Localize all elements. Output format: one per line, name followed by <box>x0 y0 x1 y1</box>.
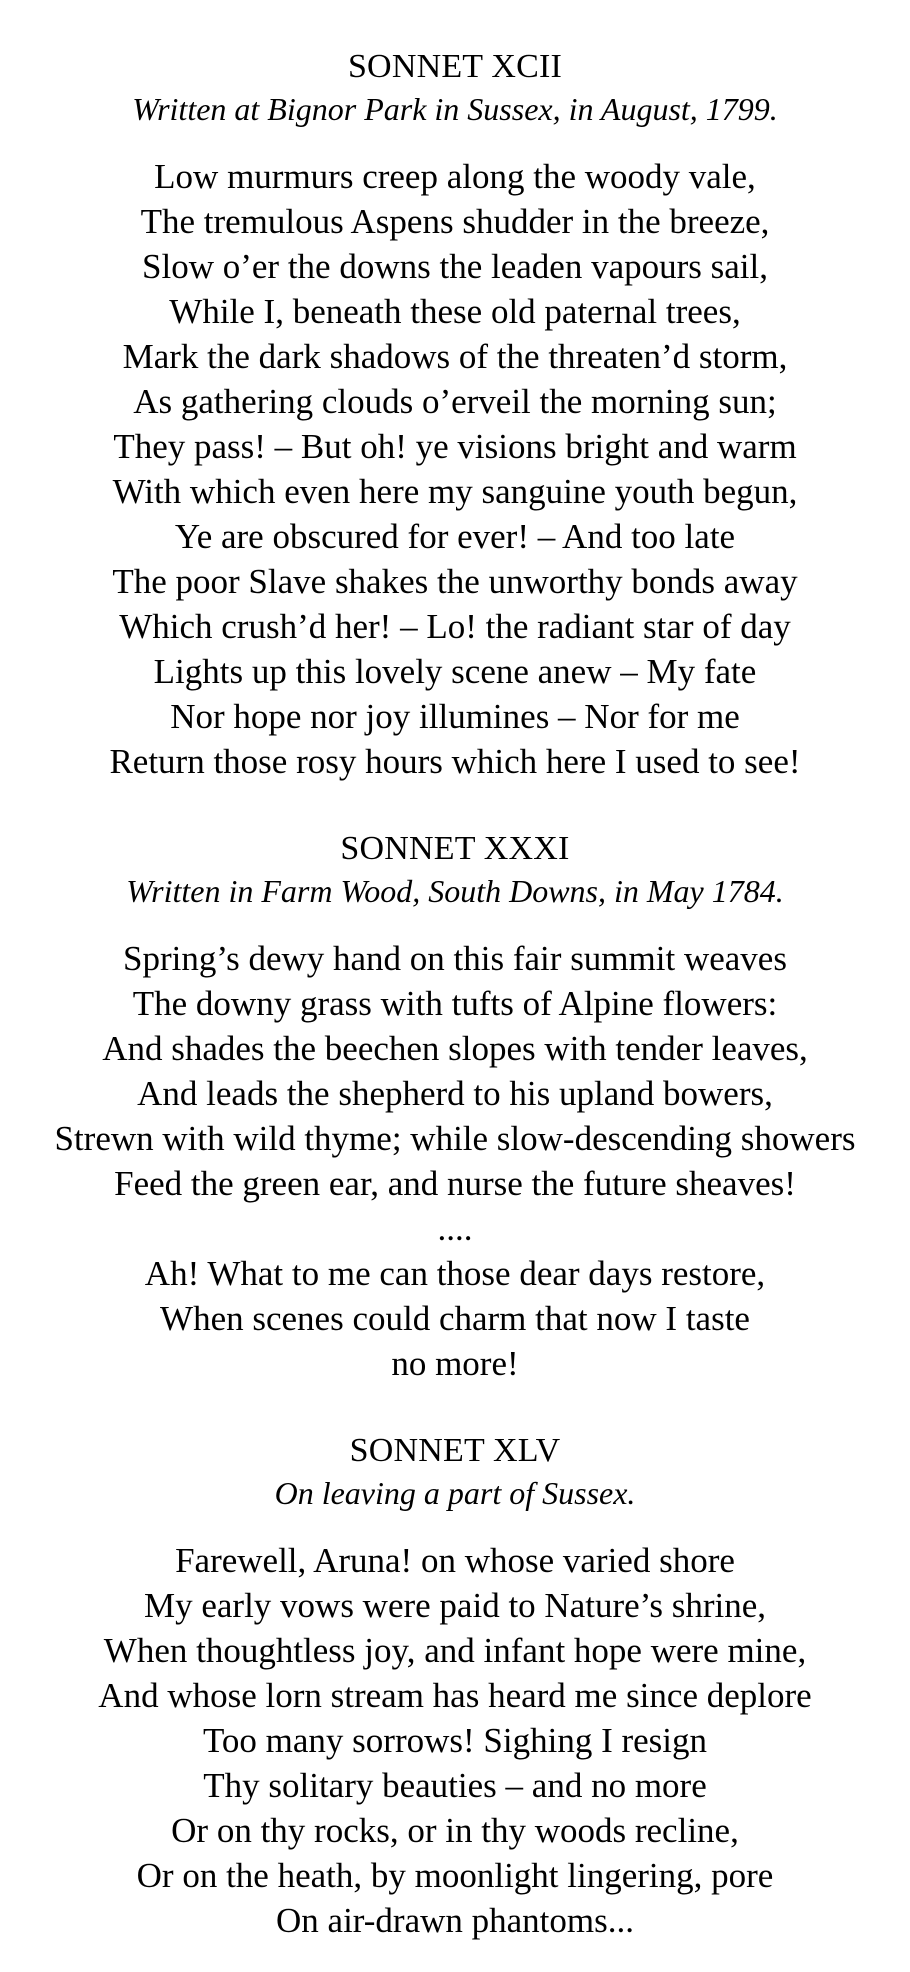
verse-line: And whose lorn stream has heard me since deplore <box>98 1676 812 1715</box>
verse-line: They pass! – But oh! ye visions bright and warm <box>113 427 797 466</box>
verse-line: Slow o’er the downs the leaden vapours sail, <box>142 247 768 286</box>
ellipsis-separator: .... <box>437 1209 473 1248</box>
verse-line: My early vows were paid to Nature’s shrine, <box>143 1586 767 1625</box>
verse-line: Spring’s dewy hand on this fair summit weaves <box>123 939 787 978</box>
verse-line: Too many sorrows! Sighing I resign <box>202 1721 708 1760</box>
verse-line: Thy solitary beauties – and no more <box>203 1766 707 1805</box>
verse-line: While I, beneath these old paternal trees, <box>169 292 741 331</box>
verse-line: And shades the beechen slopes with tender leaves, <box>102 1029 808 1068</box>
sonnet-body <box>0 1538 910 1943</box>
verse-line: Nor hope nor joy illumines – Nor for me <box>170 697 740 736</box>
verse-line: When thoughtless joy, and infant hope were mine, <box>103 1631 807 1670</box>
sonnet-xlv <box>0 1430 910 1943</box>
verse-line: no more! <box>391 1344 519 1383</box>
sonnet-title: SONNET XLV <box>349 1432 561 1469</box>
verse-line: Or on thy rocks, or in thy woods recline, <box>171 1811 739 1850</box>
verse-line: Return those rosy hours which here I used to see! <box>109 742 801 781</box>
sonnet-body <box>0 936 910 1386</box>
verse-line: And leads the shepherd to his upland bowers, <box>137 1074 773 1113</box>
verse-line: Ye are obscured for ever! – And too late <box>174 517 736 556</box>
verse-line: Or on the heath, by moonlight lingering, pore <box>136 1856 774 1895</box>
verse-line: Farewell, Aruna! on whose varied shore <box>175 1541 735 1580</box>
sonnet-subtitle: On leaving a part of Sussex. <box>274 1475 636 1511</box>
verse-line: Which crush’d her! – Lo! the radiant star of day <box>119 607 791 646</box>
verse-line: The downy grass with tufts of Alpine flowers: <box>132 984 778 1023</box>
verse-line: The tremulous Aspens shudder in the breeze, <box>140 202 770 241</box>
sonnet-body <box>0 154 910 784</box>
verse-line: The poor Slave shakes the unworthy bonds away <box>112 562 798 601</box>
verse-line: Strewn with wild thyme; while slow-descending showers <box>54 1119 856 1158</box>
verse-line: Ah! What to me can those dear days restore, <box>144 1254 766 1293</box>
verse-line: As gathering clouds o’erveil the morning sun; <box>133 382 777 421</box>
verse-line: On air-drawn phantoms... <box>276 1901 634 1940</box>
sonnet-title: SONNET XXXI <box>340 830 570 867</box>
verse-line: Low murmurs creep along the woody vale, <box>154 157 756 196</box>
sonnet-subtitle: Written at Bignor Park in Sussex, in August, 1799. <box>132 91 778 127</box>
verse-line: When scenes could charm that now I taste <box>160 1299 750 1338</box>
verse-line: With which even here my sanguine youth begun, <box>112 472 798 511</box>
sonnet-xcii <box>0 46 910 784</box>
verse-line: Lights up this lovely scene anew – My fate <box>153 652 757 691</box>
sonnet-xxxi <box>0 828 910 1386</box>
verse-line: Feed the green ear, and nurse the future sheaves! <box>114 1164 796 1203</box>
verse-line: Mark the dark shadows of the threaten’d storm, <box>122 337 788 376</box>
sonnet-title: SONNET XCII <box>347 48 563 85</box>
sonnet-subtitle: Written in Farm Wood, South Downs, in May 1784. <box>126 873 784 909</box>
